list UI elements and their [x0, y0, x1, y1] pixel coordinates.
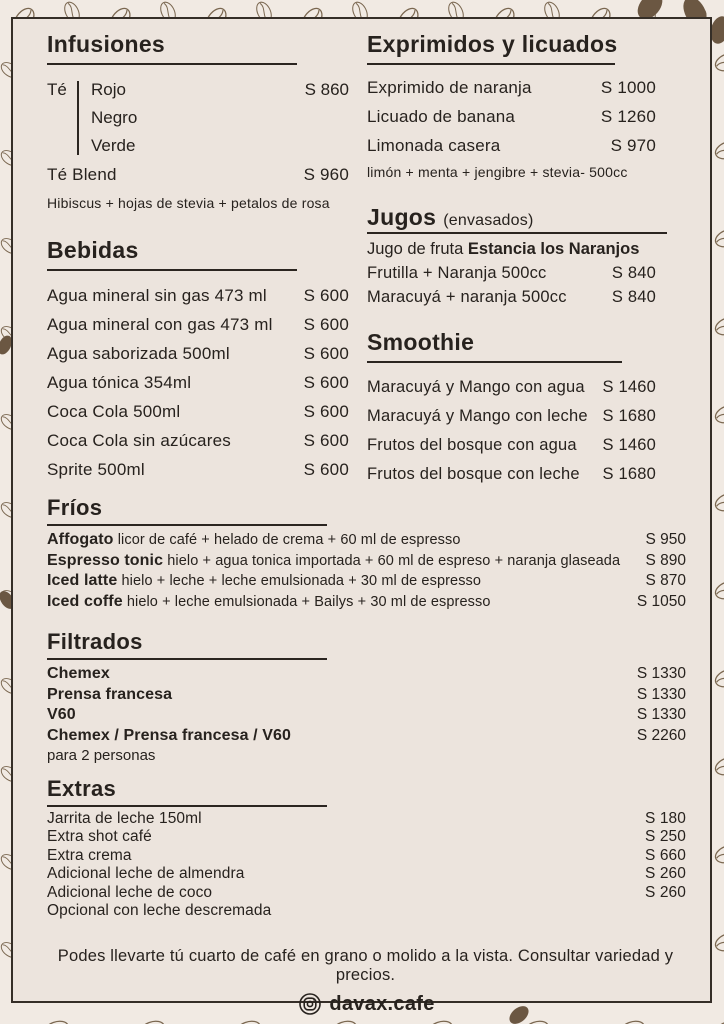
filtrados-items	[47, 664, 686, 766]
item-name: Chemex / Prensa francesa / V60	[47, 726, 292, 744]
item-price: S 840	[611, 264, 656, 282]
top-columns	[47, 31, 686, 489]
item-price: S 600	[303, 286, 349, 305]
menu-item	[47, 705, 686, 726]
item-price: S 260	[644, 883, 686, 901]
item-name: Adicional leche de almendra	[47, 865, 245, 883]
menu-item	[47, 571, 686, 592]
menu-item	[367, 402, 686, 431]
item-name: Licuado de banana	[367, 107, 516, 126]
item-name: Agua tónica 354ml	[47, 373, 192, 392]
section-title-smoothie: Smoothie	[367, 329, 475, 355]
item-name: Affogato	[47, 531, 114, 548]
item-name: Exprimido de naranja	[367, 78, 532, 97]
section-title-filtrados: Filtrados	[47, 629, 143, 654]
item-name: Extra shot café	[47, 828, 152, 846]
item-name: Adicional leche de coco	[47, 883, 213, 901]
menu-item	[47, 847, 686, 866]
item-name: Extra crema	[47, 846, 132, 864]
te-variety: Verde	[91, 136, 136, 155]
item-name: Sprite 500ml	[47, 460, 145, 479]
item-price: S 600	[303, 431, 349, 450]
item-price: S 1680	[602, 407, 656, 425]
section-rule	[47, 524, 327, 526]
item-price: S 660	[644, 846, 686, 864]
item-name: Maracuyá + naranja 500cc	[367, 288, 567, 306]
item-price: S 970	[610, 136, 656, 155]
item-name: Iced coffe	[47, 592, 123, 610]
section-filtrados	[47, 629, 686, 766]
section-rule	[47, 658, 327, 660]
menu-item	[367, 373, 686, 402]
section-infusiones	[47, 31, 349, 213]
menu-item	[47, 685, 686, 706]
left-column	[47, 31, 349, 489]
item-name: Frutos del bosque con agua	[367, 436, 577, 454]
menu-item	[47, 865, 686, 884]
section-title-infusiones: Infusiones	[47, 31, 166, 57]
footer-note: Podes llevarte tú cuarto de café en grano o molido a la vista. Consultar variedad y precios.	[57, 947, 674, 985]
te-varieties	[91, 76, 305, 160]
menu-item	[367, 460, 686, 489]
menu-item	[47, 828, 686, 847]
item-name: Coca Cola 500ml	[47, 402, 181, 421]
item-description: hielo + agua tonica importada + 60 ml de espreso + naranja glaseada	[167, 552, 621, 569]
section-rule	[367, 361, 622, 363]
menu-item	[47, 368, 349, 397]
item-price: S 600	[303, 373, 349, 392]
item-name: Agua saborizada 500ml	[47, 344, 230, 363]
menu-item	[47, 551, 686, 572]
item-name: Té Blend	[47, 165, 117, 184]
item-description: licor de café + helado de crema + 60 ml de espresso	[117, 532, 461, 548]
item-price: S 600	[303, 315, 349, 334]
section-smoothie	[367, 329, 686, 489]
menu-item	[47, 426, 349, 455]
instagram-icon	[298, 992, 322, 1016]
menu-item	[47, 902, 686, 921]
menu-item	[47, 455, 349, 484]
frios-items	[47, 530, 686, 612]
instagram-handle: davax.cafe	[329, 992, 435, 1015]
item-price: S 1460	[602, 436, 656, 454]
item-price: S 600	[303, 402, 349, 421]
item-price: S 960	[303, 165, 349, 184]
section-frios	[47, 495, 686, 612]
menu-item	[367, 285, 686, 309]
item-name: Iced latte	[47, 572, 118, 589]
item-price: S 1330	[636, 706, 686, 723]
item-name: Jarrita de leche 150ml	[47, 809, 202, 827]
menu-item	[47, 281, 349, 310]
item-name: V60	[47, 706, 76, 723]
te-variety: Rojo	[91, 80, 126, 99]
item-name: Frutos del bosque con leche	[367, 465, 580, 483]
item-price: S 1330	[636, 665, 686, 682]
item-name: Coca Cola sin azúcares	[47, 431, 231, 450]
menu-item	[47, 530, 686, 551]
section-note: para 2 personas	[47, 747, 156, 764]
section-rule	[47, 805, 327, 807]
menu-item	[47, 160, 349, 189]
menu-item	[367, 131, 686, 160]
item-description: hielo + leche emulsionada + Bailys + 30 ml de espresso	[126, 593, 491, 610]
te-group	[47, 76, 349, 160]
section-jugos	[367, 204, 686, 309]
item-name: Frutilla + Naranja 500cc	[367, 264, 547, 282]
menu-item	[47, 810, 686, 829]
section-title-frios: Fríos	[47, 495, 103, 520]
section-note: Hibiscus + hojas de stevia + petalos de rosa	[47, 195, 330, 211]
item-price: S 860	[304, 80, 349, 99]
item-name: Chemex	[47, 665, 110, 682]
item-name: Limonada casera	[367, 136, 501, 155]
menu-item	[47, 884, 686, 903]
section-exprimidos	[367, 31, 686, 182]
item-name: Prensa francesa	[47, 685, 173, 703]
menu-item	[47, 726, 686, 747]
item-name: Espresso tonic	[47, 551, 164, 569]
item-name: Opcional con leche descremada	[47, 902, 272, 920]
menu-item	[47, 339, 349, 368]
section-extras	[47, 776, 686, 922]
jugos-intro-regular: Jugo de fruta	[367, 240, 468, 258]
instagram-row	[47, 992, 686, 1016]
section-rule	[367, 232, 667, 234]
te-label: Té	[47, 80, 67, 99]
item-price: S 180	[644, 809, 686, 827]
section-rule	[47, 269, 297, 271]
item-price: S 1260	[600, 107, 656, 126]
section-note: limón + menta + jengibre + stevia- 500cc	[367, 164, 628, 180]
item-price: S 1330	[636, 685, 686, 703]
item-price: S 260	[644, 865, 686, 883]
section-rule	[367, 63, 615, 65]
exprimidos-items	[367, 73, 686, 160]
extras-items	[47, 810, 686, 922]
jugos-intro	[367, 237, 686, 261]
item-price: S 1050	[636, 592, 686, 610]
item-name: Agua mineral con gas 473 ml	[47, 315, 273, 334]
te-variety: Negro	[91, 108, 138, 127]
section-title-exprimidos: Exprimidos y licuados	[367, 31, 618, 57]
section-title-extras: Extras	[47, 775, 117, 801]
item-description: hielo + leche + leche emulsionada + 30 ml de espresso	[121, 573, 482, 589]
menu-item	[47, 310, 349, 339]
menu-item	[367, 102, 686, 131]
menu-item	[47, 592, 686, 613]
te-divider	[77, 81, 79, 155]
section-title-bebidas: Bebidas	[47, 237, 139, 263]
menu-item	[367, 73, 686, 102]
menu-item	[367, 431, 686, 460]
item-price: S 1680	[602, 465, 656, 483]
item-name: Maracuyá y Mango con agua	[367, 378, 585, 396]
item-name: Maracuyá y Mango con leche	[367, 407, 588, 425]
jugos-title-text: Jugos	[367, 204, 437, 230]
section-title-jugos	[367, 204, 686, 230]
item-price: S 600	[303, 460, 349, 479]
item-price: S 870	[645, 572, 686, 589]
section-bebidas	[47, 237, 349, 484]
menu-card	[11, 17, 712, 1015]
item-price: S 890	[645, 551, 686, 569]
jugos-subtitle: (envasados)	[443, 212, 534, 229]
bebidas-items	[47, 281, 349, 484]
right-column	[367, 31, 686, 489]
item-price: S 1000	[600, 78, 656, 97]
item-name: Agua mineral sin gas 473 ml	[47, 286, 267, 305]
item-price: S 840	[611, 288, 656, 306]
jugos-intro-brand: Estancia los Naranjos	[467, 240, 640, 258]
smoothie-items	[367, 373, 686, 489]
menu-item	[367, 261, 686, 285]
menu-item	[47, 664, 686, 685]
item-price: S 250	[644, 828, 686, 846]
item-price: S 1460	[602, 378, 656, 396]
item-price: S 2260	[636, 726, 686, 744]
item-price: S 950	[645, 531, 686, 548]
menu-item	[47, 397, 349, 426]
item-price: S 600	[303, 344, 349, 363]
section-rule	[47, 63, 297, 65]
